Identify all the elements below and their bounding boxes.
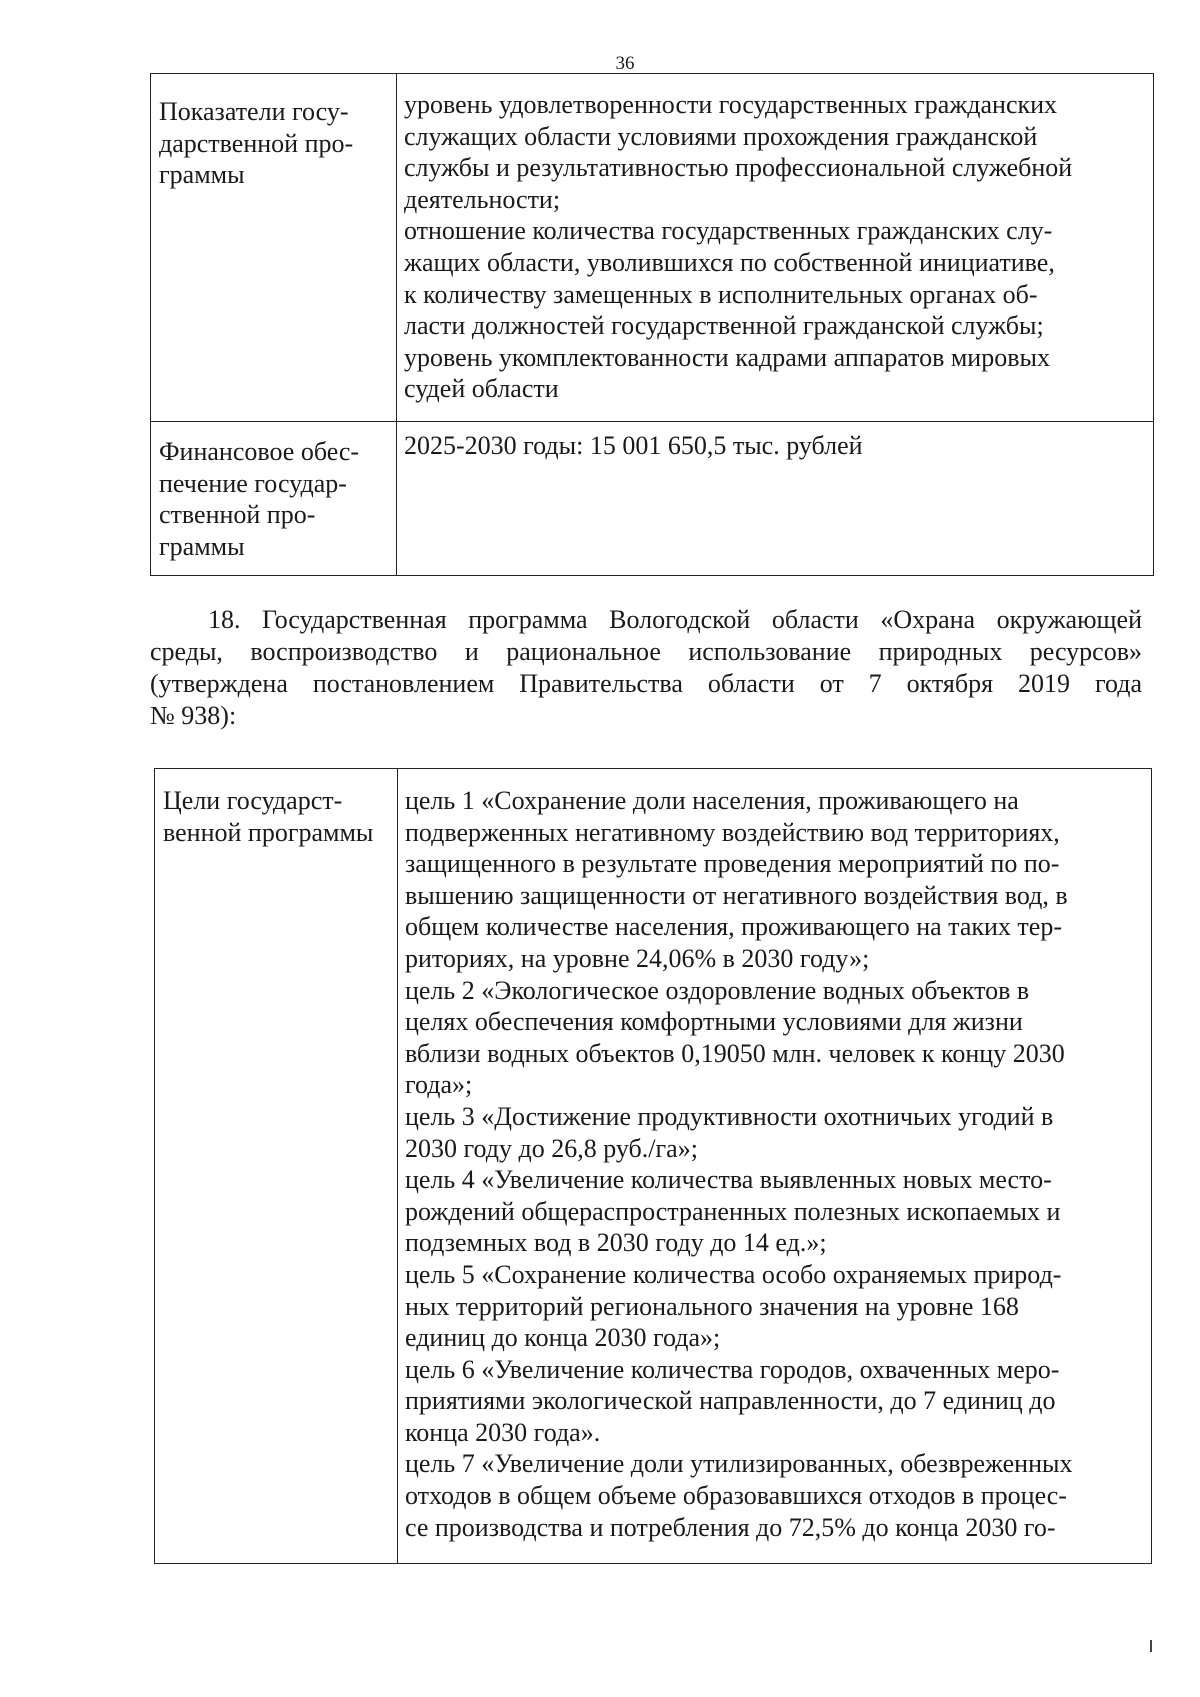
label-line: Показатели госу- [159, 97, 349, 126]
value-line: цель 3 «Достижение продуктивности охотничьих угодий в [405, 1101, 1054, 1131]
value-line: отходов в общем объеме образовавшихся отходов в процес- [405, 1481, 1067, 1511]
label-cell [155, 769, 398, 1564]
value-line: приятиями экологической направленности, до 7 единиц до [405, 1386, 1056, 1416]
value-line: отношение количества государственных гражданских слу- [404, 216, 1053, 246]
value-line: жащих области, уволившихся по собственной инициативе, [404, 247, 1055, 277]
value-line: служащих области условиями прохождения гражданской [404, 121, 1038, 151]
page-number: 36 [615, 53, 635, 74]
paragraph-line: (утверждена постановлением Правительства области от 7 октября 2019 года [150, 669, 1142, 698]
label-line: печение государ- [159, 468, 347, 498]
value-line: деятельности; [404, 184, 561, 214]
label-line: граммы [159, 531, 245, 561]
value-line: к количеству замещенных в исполнительных органах об- [404, 279, 1038, 309]
goals-table [154, 768, 1152, 1564]
value-line: 2025-2030 годы: 15 001 650,5 тыс. рублей [404, 431, 863, 460]
table-row [151, 74, 1154, 422]
value-line: единиц до конца 2030 года»; [405, 1323, 721, 1353]
value-cell [397, 74, 1154, 422]
value-line: цель 7 «Увеличение доли утилизированных, обезвреженных [405, 1449, 1073, 1479]
value-line: вышению защищенности от негативного воздействия вод, в [405, 880, 1068, 910]
label-line: дарственной про- [159, 128, 354, 158]
label-line: граммы [159, 160, 245, 190]
value-line: уровень укомплектованности кадрами аппаратов мировых [404, 342, 1050, 372]
value-cell [398, 769, 1152, 1564]
value-line: ных территорий регионального значения на уровне 168 [405, 1291, 1019, 1321]
label-line: Цели государст- [163, 786, 343, 815]
paragraph-line: среды, воспроизводство и рациональное использование природных ресурсов» [150, 637, 1142, 666]
value-line: цель 1 «Сохранение доли населения, проживающего на [405, 786, 1019, 815]
table-row [151, 422, 1154, 576]
value-line: целях обеспечения комфортными условиями для жизни [405, 1007, 1023, 1037]
paragraph-line: № 938): [150, 701, 237, 730]
value-cell [397, 422, 1154, 576]
value-line: конца 2030 года». [405, 1417, 601, 1447]
value-line: цель 2 «Экологическое оздоровление водных объектов в [405, 975, 1030, 1005]
label-line: Финансовое обес- [159, 437, 360, 466]
value-line: уровень удовлетворенности государственных гражданских [404, 90, 1058, 119]
label-line: венной программы [163, 817, 374, 847]
indicators-table [150, 73, 1154, 576]
value-line: общем количестве населения, проживающего на таких тер- [405, 912, 1062, 942]
value-line: цель 4 «Увеличение количества выявленных новых место- [405, 1165, 1052, 1195]
program-paragraph [150, 604, 1142, 732]
value-line: ласти должностей государственной гражданской службы; [404, 311, 1044, 341]
value-line: цель 6 «Увеличение количества городов, охваченных меро- [405, 1354, 1060, 1384]
label-cell [151, 422, 397, 576]
value-line: судей области [404, 374, 559, 404]
value-line: рождений общераспространенных полезных ископаемых и [405, 1196, 1061, 1226]
value-line: риториях, на уровне 24,06% в 2030 году»; [405, 943, 870, 973]
value-line: защищенного в результате проведения мероприятий по по- [405, 849, 1060, 879]
value-line: цель 5 «Сохранение количества особо охраняемых природ- [405, 1259, 1062, 1289]
table-row [155, 769, 1152, 1564]
value-line: 2030 году до 26,8 руб./га»; [405, 1133, 698, 1163]
scan-artifact [1150, 1640, 1152, 1652]
label-line: ственной про- [159, 500, 316, 530]
value-line: службы и результативностью профессиональной служебной [404, 153, 1073, 183]
label-cell [151, 74, 397, 422]
value-line: подземных вод в 2030 году до 14 ед.»; [405, 1228, 827, 1258]
paragraph-line: 18. Государственная программа Вологодской области «Охрана окружающей [208, 605, 1142, 634]
value-line: се производства и потребления до 72,5% до конца 2030 го- [405, 1512, 1056, 1542]
value-line: года»; [405, 1070, 473, 1100]
value-line: вблизи водных объектов 0,19050 млн. человек к концу 2030 [405, 1038, 1065, 1068]
value-line: подверженных негативному воздействию вод территориях, [405, 817, 1060, 847]
